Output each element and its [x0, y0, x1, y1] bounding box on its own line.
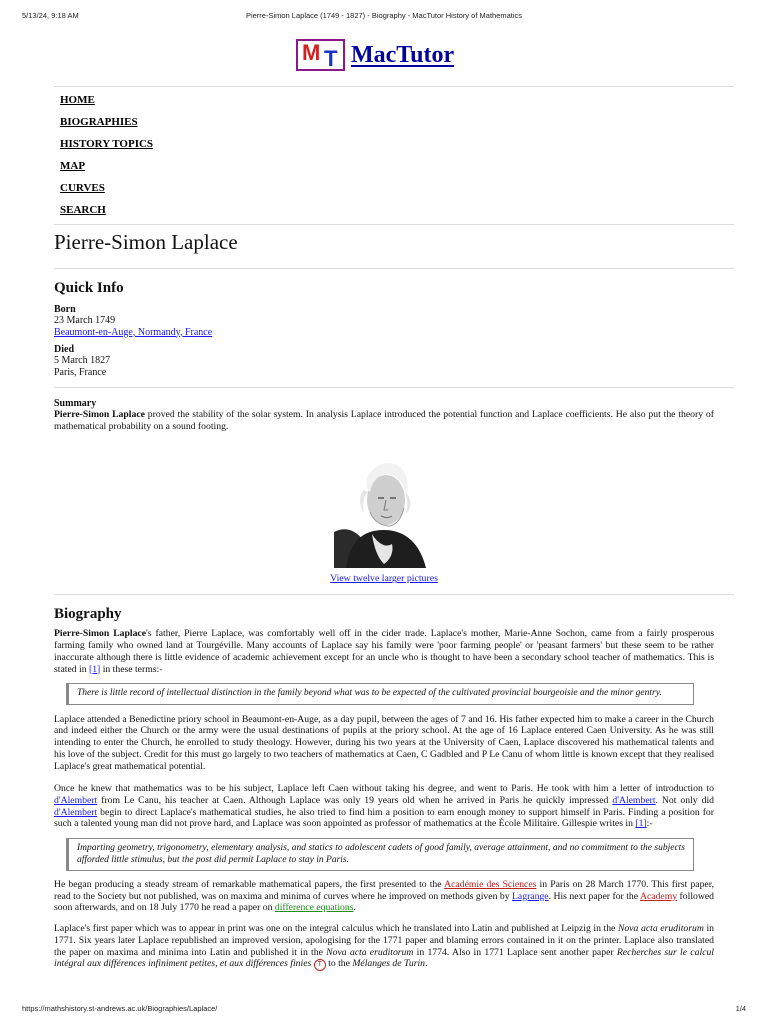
lagrange-link[interactable]: Lagrange [512, 890, 549, 902]
born-label: Born [54, 304, 76, 315]
nav-curves[interactable]: CURVES [60, 182, 105, 194]
quote-block-2: Imparting geometry, trigonometry, elementary analysis, and statics to adolescent cadets of good family, average attainment, and no commitment to the subjects afforded little stimulus, but the post did permit Laplace to stay in Paris. [66, 838, 694, 871]
dalembert-link[interactable]: d'Alembert [612, 794, 656, 806]
nav-search[interactable]: SEARCH [60, 204, 106, 216]
born-date: 23 March 1749 [54, 315, 116, 326]
nav-home[interactable]: HOME [60, 94, 95, 106]
summary-label: Summary [54, 398, 97, 409]
summary-text: Pierre-Simon Laplace proved the stability of the solar system. In analysis Laplace introduced the potential function and Laplace coefficients. He also put the theory of mathematical probability on a sound footing. [54, 409, 714, 432]
main-nav [54, 86, 734, 225]
translation-icon[interactable]: T [314, 959, 326, 971]
dalembert-link[interactable]: d'Alembert [54, 794, 98, 806]
print-url: https://mathshistory.st-andrews.ac.uk/Biographies/Laplace/ [22, 1004, 218, 1013]
died-label: Died [54, 344, 74, 355]
page-title: Pierre-Simon Laplace [54, 230, 238, 254]
mactutor-logo-icon [296, 39, 345, 71]
biography-paragraph-3: Once he knew that mathematics was to be his subject, Laplace left Caen without taking his degree, and went to Paris. He took with him a letter of introduction to d'Alembert from Le Canu, his teacher at Caen. Although Laplace was only 19 years old when he arrived in Paris he quickly impressed d'Alembert. Not only did d'Alembert begin to direct Laplace's mathematical studies, he also tried to find him a position to earn enough money to support himself in Paris. Finding a position for such a talented young man did not prove hard, and Laplace was soon appointed as professor of mathematics at the École Militaire. Gillespie writes in [1]:- [54, 783, 714, 830]
biography-paragraph-1: Pierre-Simon Laplace's father, Pierre Laplace, was comfortably well off in the cider trade. Laplace's mother, Marie-Anne Sochon, came from a fairly prosperous farming family who owned land at Tourgéville. Many accounts of Laplace say his family were 'poor farming people' or 'peasant farmers' but these seem to be rather inaccurate although there is little evidence of academic achievement except for an uncle who is thought to have been a secondary school teacher of mathematics. This is stated in [1] in these terms:- [54, 628, 714, 675]
reference-link[interactable]: [1] [88, 663, 101, 675]
print-page-title: Pierre-Simon Laplace (1749 - 1827) - Biography - MacTutor History of Mathematics [245, 11, 523, 20]
print-header [0, 11, 768, 23]
reference-link[interactable]: [1] [635, 818, 647, 830]
academy-link[interactable]: Academy [639, 890, 678, 902]
print-page-number: 1/4 [735, 1004, 746, 1013]
biography-paragraph-5: Laplace's first paper which was to appear in print was one on the integral calculus which he translated into Latin and published at Leipzig in the Nova acta eruditorum in 1771. Six years later Laplace republished an improved version, apologising for the 1771 paper and blaming errors contained in it on the printer. Laplace also translated the paper on maxima and minima into Latin and published it in the Nova acta eruditorum in 1774. Also in 1771 Laplace sent another paper Recherches sur le calcul intégral aux différences infiniment petites, et aux différences finies T to the Mélanges de Turin. [54, 923, 714, 970]
academie-link[interactable]: Académie des Sciences [444, 879, 537, 891]
mactutor-logo[interactable] [296, 38, 454, 72]
print-footer [0, 1004, 768, 1016]
nav-biographies[interactable]: BIOGRAPHIES [60, 116, 138, 128]
logo-letter-m: M [302, 40, 321, 65]
quote-block-1: There is little record of intellectual distinction in the family beyond what was to be expected of the cultivated provincial bourgeoisie and the minor gentry. [66, 683, 694, 705]
logo-letter-t: T [324, 46, 338, 71]
main-content [54, 229, 714, 971]
laplace-portrait-image[interactable] [334, 452, 434, 568]
print-timestamp: 5/13/24, 9:18 AM [22, 11, 79, 20]
nav-map[interactable]: MAP [60, 160, 86, 172]
nav-history-topics[interactable]: HISTORY TOPICS [60, 138, 154, 150]
difference-equations-link[interactable]: difference equations [274, 902, 354, 914]
died-place: Paris, France [54, 366, 107, 378]
logo-name: MacTutor [351, 41, 455, 68]
view-pictures-link[interactable]: View twelve larger pictures [330, 573, 438, 585]
summary-name: Pierre-Simon Laplace [54, 409, 145, 420]
born-place-link[interactable]: Beaumont-en-Auge, Normandy, France [54, 326, 213, 338]
biography-paragraph-2: Laplace attended a Benedictine priory school in Beaumont-en-Auge, as a day pupil, between the ages of 7 and 16. His father expected him to make a career in the Church and indeed either the Church or the army were the usual destinations of pupils at the priory school. At the age of 16 Laplace entered Caen University. As he was still intending to enter the Church, he enrolled to study theology. However, during his two years at the University of Caen, Laplace discovered his mathematical talents and his love of the subject. Credit for this must go largely to two teachers of mathematics at Caen, C Gadbled and P Le Canu of whom little is known except that they realised Laplace's great mathematical potential. [54, 713, 714, 772]
quick-info-heading: Quick Info [54, 280, 124, 296]
died-date: 5 March 1827 [54, 355, 111, 366]
dalembert-link[interactable]: d'Alembert [54, 806, 98, 818]
biography-heading: Biography [54, 606, 122, 623]
biography-paragraph-4: He began producing a steady stream of remarkable mathematical papers, the first presented to the Académie des Sciences in Paris on 28 March 1770. This first paper, read to the Society but not published, was on maxima and minima of curves where he improved on methods given by Lagrange. His next paper for the Academy followed soon afterwards, and on 18 July 1770 he read a paper on difference equations. [54, 879, 714, 914]
bio-name: Pierre-Simon Laplace [54, 628, 147, 640]
